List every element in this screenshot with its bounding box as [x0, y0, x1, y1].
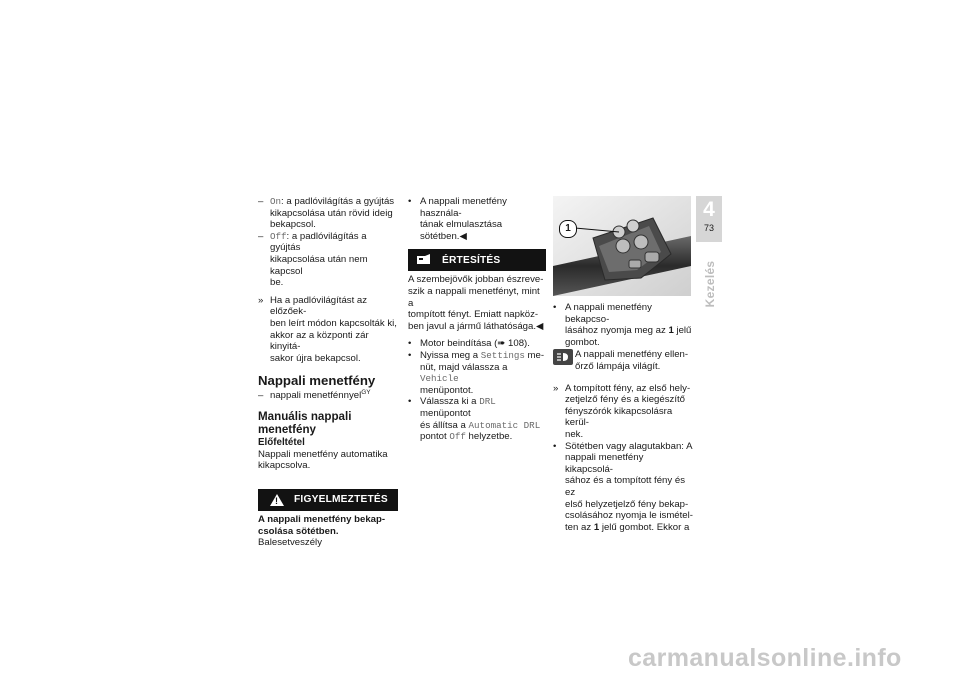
code-settings: Settings — [480, 349, 525, 361]
bullet-text: lásához nyomja meg az — [565, 325, 669, 337]
item-text: kikapcsolása után rövid ideig — [270, 207, 393, 219]
bullet-text: helyzetbe. — [465, 431, 513, 443]
warning-text: csolása sötétben. — [258, 525, 339, 537]
code-drl: DRL — [479, 396, 496, 408]
bullet-text: nüt, majd válassza a — [420, 361, 508, 373]
superscript: GY — [361, 389, 371, 397]
bullet-text: A nappali menetfény bekapcso- — [565, 302, 652, 325]
code-off: Off — [449, 431, 466, 443]
step-text: zetjelző fény és a kiegészítő — [565, 394, 685, 406]
indicator-note — [553, 349, 693, 372]
code-off: Off — [270, 230, 287, 242]
step-marker: » — [258, 294, 264, 306]
figure-callout — [559, 220, 577, 238]
item-text: : a padlóvilágítás a gyújtás — [281, 196, 395, 207]
list-item — [258, 231, 398, 289]
bullet-item — [408, 196, 546, 242]
chapter-tab — [696, 196, 722, 242]
note-text: tompított fényt. Emiatt napköz- — [408, 309, 539, 321]
bullet-text: jelű gombot. Ekkor a — [599, 521, 690, 533]
handlebar-switch-figure — [553, 196, 691, 296]
step-text: akkor az a központi zár kinyitá- — [270, 329, 369, 353]
right-column — [553, 302, 693, 533]
warning-text: Balesetveszély — [258, 537, 322, 549]
bullet-text: és állítsa a — [420, 419, 469, 431]
prereq-text: kikapcsolva. — [258, 460, 311, 472]
prereq-text: Nappali menetfény automatika — [258, 448, 388, 460]
bullet-text: Sötétben vagy alagutakban: A — [565, 440, 693, 452]
step-item — [258, 295, 398, 365]
bullet-text: tának elmulasztása sötétben.◀ — [420, 219, 503, 242]
item-text: bekapcsol. — [270, 219, 316, 231]
page-ref-arrow-icon: ➠ — [497, 338, 506, 350]
step-item — [553, 383, 693, 441]
bullet-marker: • — [408, 196, 412, 207]
chapter-label-text: Kezelés — [703, 260, 717, 308]
handlebar-switch-illustration — [553, 196, 691, 296]
code-automatic-drl: Automatic DRL — [468, 419, 541, 431]
bullet-text: menüpontot. — [420, 384, 474, 396]
dash-marker: – — [258, 196, 264, 207]
code-on: On — [270, 196, 282, 207]
bullet-text: ten az — [565, 521, 594, 533]
left-column — [258, 196, 398, 549]
figure-callout-label: 1 — [565, 223, 571, 234]
bullet-text: nappali menetfény kikapcsolá- — [565, 452, 644, 475]
note-label: ÉRTESÍTÉS — [442, 254, 501, 266]
bullet-marker: • — [408, 349, 412, 361]
bullet-marker: • — [553, 440, 557, 452]
bullet-marker: • — [408, 338, 412, 350]
bullet-text: csolásához nyomja le ismétel- — [565, 510, 693, 522]
bullet-text: első helyzetjelző fény bekap- — [565, 498, 689, 510]
indicator-text: A nappali menetfény ellen- — [575, 349, 689, 361]
warning-text: A nappali menetfény bekap- — [258, 513, 386, 525]
bullet-text: Motor beindítása ( — [420, 338, 498, 350]
note-text: ben javul a jármű láthatósága.◀ — [408, 320, 544, 332]
bullet-item — [553, 302, 693, 348]
bullet-text: menüpontot — [420, 407, 471, 419]
dash-text: nappali menetfénnyel — [270, 390, 362, 402]
chapter-number: 4 — [703, 198, 715, 221]
subsection-title — [258, 410, 398, 437]
button-ref: 1 — [593, 521, 600, 533]
note-text: A szembejövők jobban észreve- — [408, 274, 544, 286]
section-title: Nappali menetfény — [258, 373, 376, 389]
button-ref: 1 — [668, 325, 674, 337]
bullet-marker: • — [408, 396, 412, 408]
note-banner — [408, 249, 546, 271]
page-number: 73 — [703, 223, 714, 233]
page-ref[interactable]: 108). — [505, 338, 530, 350]
dash-marker: – — [258, 390, 264, 402]
item-text: be. — [270, 277, 284, 289]
item-text: kikapcsolása után nem kapcsol — [270, 253, 368, 277]
bullet-item — [553, 441, 693, 534]
chapter-label — [690, 254, 730, 314]
step-text: ben leírt módon kapcsolták ki, — [270, 317, 397, 329]
bullet-item — [408, 338, 546, 350]
bullet-text: jelű — [673, 325, 692, 337]
step-text: Ha a padlóvilágítást az előzőek- — [270, 294, 368, 318]
warning-banner — [258, 489, 398, 511]
step-text: nek. — [565, 428, 584, 440]
bullet-item — [408, 396, 546, 442]
bullet-text: Válassza ki a — [420, 396, 480, 408]
bullet-text: me- — [524, 349, 545, 361]
bullet-text: A nappali menetfény használa- — [420, 196, 507, 219]
daytime-light-indicator-icon — [553, 349, 573, 365]
note-icon — [416, 254, 432, 266]
item-text: : a padlóvilágítás a gyújtás — [270, 230, 367, 254]
middle-column — [408, 196, 546, 443]
bullet-item — [408, 350, 546, 396]
bullet-text: pontot — [420, 431, 450, 443]
step-text: sakor újra bekapcsol. — [270, 352, 361, 364]
warning-label: FIGYELMEZTETÉS — [294, 494, 388, 506]
indicator-text: őrző lámpája világít. — [575, 360, 661, 372]
step-marker: » — [553, 382, 559, 394]
note-text: szik a nappali menetfényt, mint a — [408, 285, 540, 309]
bullet-text: Nyissa meg a — [420, 349, 481, 361]
dash-marker: – — [258, 230, 264, 242]
watermark: carmanualsonline.info — [628, 644, 902, 672]
list-item — [258, 196, 398, 231]
step-text: A tompított fény, az első hely- — [565, 382, 691, 394]
bullet-text: sához és a tompított fény és ez — [565, 475, 685, 498]
warning-icon: ! — [270, 494, 284, 506]
subsection-title-line: menetfény — [258, 423, 316, 437]
prereq-title: Előfeltétel — [258, 436, 305, 448]
dash-item — [258, 390, 398, 402]
code-vehicle: Vehicle — [420, 373, 459, 385]
bullet-marker: • — [553, 302, 557, 313]
bullet-text: gombot. — [565, 336, 600, 348]
subsection-title-line: Manuális nappali — [258, 409, 352, 423]
step-text: fényszórók kikapcsolásra kerül- — [565, 405, 673, 429]
